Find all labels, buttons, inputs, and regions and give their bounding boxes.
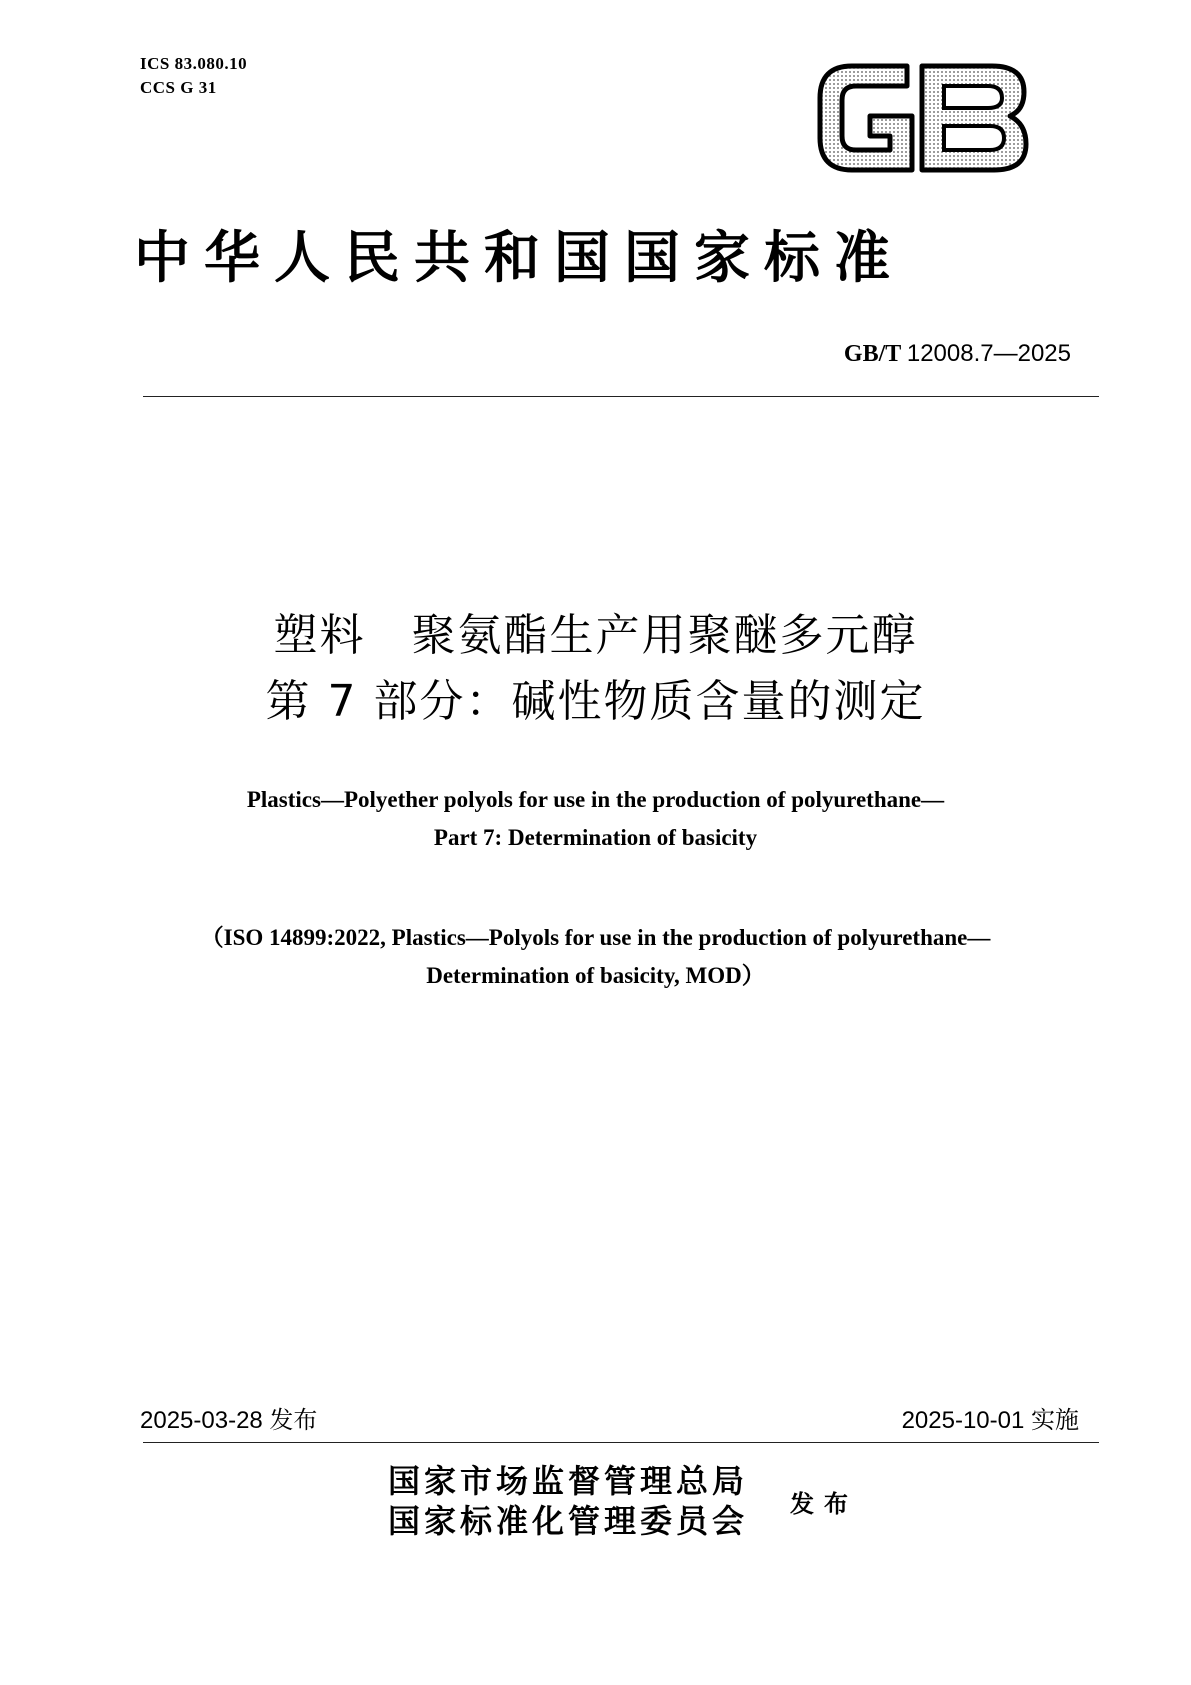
issuer-org1: 国家市场监督管理总局: [388, 1462, 749, 1500]
ics-code: ICS 83.080.10: [140, 54, 248, 73]
issuer-org2: 国家标准化管理委员会: [388, 1502, 749, 1540]
standard-number-value: 12008.7—2025: [906, 340, 1071, 367]
iso-reference-line1: （ISO 14899:2022, Plastics—Polyols for use in the production of polyurethane—: [200, 925, 991, 950]
top-divider: [143, 396, 1099, 397]
zh-title-line2: 第 7 部分：碱性物质含量的测定: [265, 676, 926, 727]
standard-number: [844, 340, 1071, 368]
release-date: 2025-03-28 发布: [140, 1407, 318, 1434]
bottom-divider: [143, 1442, 1099, 1443]
implementation-date: 2025-10-01 实施: [901, 1407, 1079, 1434]
iso-reference-line2: Determination of basicity, MOD）: [426, 963, 765, 988]
en-title-line2: Part 7: Determination of basicity: [433, 825, 758, 850]
en-title-line1: Plastics—Polyether polyols for use in the production of polyurethane—: [246, 787, 945, 812]
gb-logo: [812, 58, 1034, 178]
ccs-code: CCS G 31: [140, 78, 217, 97]
zh-title-line1: 塑料 聚氨酯生产用聚醚多元醇: [273, 610, 918, 661]
gb-logo-text: GB: [922, 176, 924, 177]
publish-label: 发布: [790, 1489, 858, 1518]
standard-prefix: GB/T: [843, 341, 901, 367]
classification-codes: [140, 52, 247, 100]
national-standard-title: 中华人民共和国国家标准: [134, 226, 904, 291]
